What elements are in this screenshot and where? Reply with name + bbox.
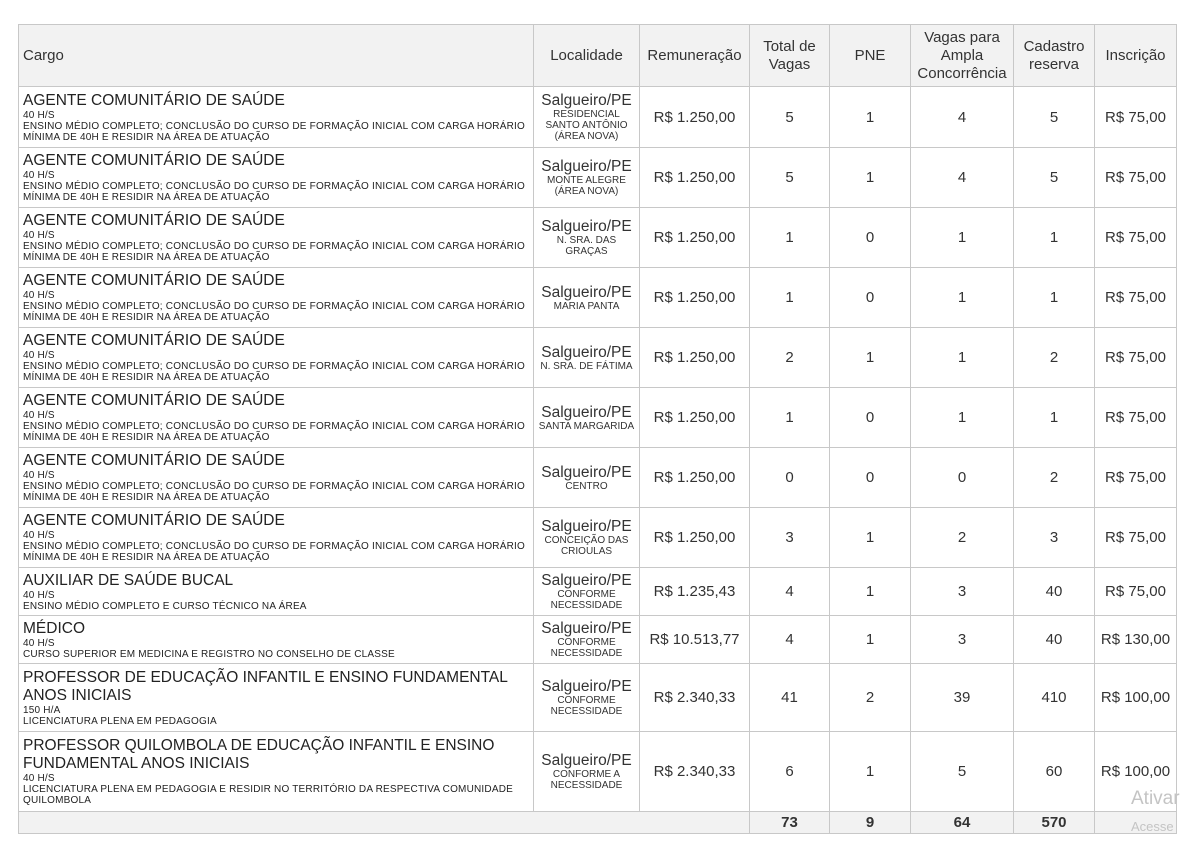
cadastro-cell: 3: [1014, 508, 1095, 568]
localidade-cell: [534, 732, 640, 812]
activation-watermark-title: Ativar: [1131, 788, 1180, 809]
pne-cell: 0: [830, 268, 911, 328]
cargo-requisito: ENSINO MÉDIO COMPLETO; CONCLUSÃO DO CURSO DE FORMAÇÃO INICIAL COM CARGA HORÁRIO MÍNIMA DE 40H E RESIDIR NA ÁREA DE ATUAÇÃO: [23, 481, 525, 503]
ampla-cell: 1: [911, 208, 1014, 268]
totals-row: [19, 812, 1177, 834]
cadastro-cell: 40: [1014, 568, 1095, 616]
inscricao-cell: R$ 75,00: [1095, 388, 1177, 448]
localidade-city: Salgueiro/PE: [541, 572, 632, 589]
inscricao-cell: R$ 75,00: [1095, 328, 1177, 388]
localidade-cell: [534, 508, 640, 568]
table-row: [19, 388, 1177, 448]
cargo-title: AGENTE COMUNITÁRIO DE SAÚDE: [23, 152, 285, 169]
localidade-area: CONFORME A NECESSIDADE: [550, 769, 623, 791]
table-row: [19, 664, 1177, 732]
localidade-city: Salgueiro/PE: [541, 343, 632, 361]
cargo-carga: 150 H/A: [23, 704, 61, 716]
cargo-cell: [19, 208, 534, 268]
header-inscricao: Inscrição: [1095, 25, 1177, 87]
table-row: [19, 148, 1177, 208]
cadastro-sum: 570: [1014, 812, 1095, 834]
table-row: [19, 568, 1177, 616]
cargo-requisito: ENSINO MÉDIO COMPLETO; CONCLUSÃO DO CURSO DE FORMAÇÃO INICIAL COM CARGA HORÁRIO MÍNIMA DE 40H E RESIDIR NA ÁREA DE ATUAÇÃO: [23, 361, 525, 383]
ampla-cell: 4: [911, 87, 1014, 148]
cargo-title: AGENTE COMUNITÁRIO DE SAÚDE: [23, 272, 285, 289]
cargo-requisito: LICENCIATURA PLENA EM PEDAGOGIA E RESIDIR NO TERRITÓRIO DA RESPECTIVA COMUNIDADE QUILOMBOLA: [23, 784, 513, 806]
localidade-city: Salgueiro/PE: [541, 218, 632, 235]
cargo-carga: 40 H/S: [23, 290, 55, 301]
cargo-carga: 40 H/S: [23, 530, 55, 541]
pne-cell: 1: [830, 732, 911, 812]
cargo-title: AUXILIAR DE SAÚDE BUCAL: [23, 571, 234, 589]
localidade-city: Salgueiro/PE: [541, 620, 632, 637]
header-total-vagas: Total de Vagas: [750, 25, 830, 87]
inscricao-cell: R$ 75,00: [1095, 568, 1177, 616]
remuneracao-cell: R$ 1.250,00: [640, 508, 750, 568]
localidade-city: Salgueiro/PE: [541, 518, 632, 535]
pne-cell: 1: [830, 328, 911, 388]
table-row: [19, 208, 1177, 268]
cargo-cell: [19, 508, 534, 568]
totals-spacer: [19, 812, 750, 834]
cargo-cell: [19, 664, 534, 732]
cargo-cell: [19, 616, 534, 664]
table-row: [19, 328, 1177, 388]
remuneracao-cell: R$ 1.250,00: [640, 388, 750, 448]
cargo-carga: 40 H/S: [23, 773, 55, 784]
cargo-title: AGENTE COMUNITÁRIO DE SAÚDE: [23, 512, 285, 529]
cargo-carga: 40 H/S: [23, 589, 55, 601]
cargo-requisito: ENSINO MÉDIO COMPLETO E CURSO TÉCNICO NA ÁREA: [23, 600, 307, 612]
cargo-title: AGENTE COMUNITÁRIO DE SAÚDE: [23, 212, 285, 229]
cargo-title: AGENTE COMUNITÁRIO DE SAÚDE: [23, 332, 285, 349]
pne-cell: 1: [830, 87, 911, 148]
header-localidade: Localidade: [534, 25, 640, 87]
localidade-area: CONFORME NECESSIDADE: [550, 695, 623, 717]
cargo-cell: [19, 268, 534, 328]
total-vagas-cell: 1: [750, 208, 830, 268]
ampla-cell: 39: [911, 664, 1014, 732]
table-row: [19, 616, 1177, 664]
inscricao-cell: R$ 75,00: [1095, 208, 1177, 268]
localidade-area: MONTE ALEGRE (ÁREA NOVA): [547, 175, 626, 197]
cargo-title: PROFESSOR DE EDUCAÇÃO INFANTIL E ENSINO FUNDAMENTAL ANOS INICIAIS: [23, 668, 508, 704]
cargo-title: AGENTE COMUNITÁRIO DE SAÚDE: [23, 452, 285, 469]
header-row: [19, 25, 1177, 87]
cargo-carga: 40 H/S: [23, 109, 55, 121]
cadastro-cell: 2: [1014, 328, 1095, 388]
cargo-carga: 40 H/S: [23, 410, 55, 421]
remuneracao-cell: R$ 1.250,00: [640, 268, 750, 328]
total-vagas-cell: 6: [750, 732, 830, 812]
localidade-city: Salgueiro/PE: [541, 678, 632, 695]
pne-sum: 9: [830, 812, 911, 834]
localidade-cell: [534, 568, 640, 616]
localidade-city: Salgueiro/PE: [541, 752, 632, 769]
localidade-area: CENTRO: [565, 480, 608, 492]
inscricao-cell: R$ 130,00: [1095, 616, 1177, 664]
cargo-carga: 40 H/S: [23, 230, 55, 241]
cargo-requisito: ENSINO MÉDIO COMPLETO; CONCLUSÃO DO CURSO DE FORMAÇÃO INICIAL COM CARGA HORÁRIO MÍNIMA DE 40H E RESIDIR NA ÁREA DE ATUAÇÃO: [23, 241, 525, 263]
header-ampla: Vagas para Ampla Concorrência: [911, 25, 1014, 87]
header-cadastro: Cadastro reserva: [1014, 25, 1095, 87]
inscricao-cell: R$ 75,00: [1095, 508, 1177, 568]
total-vagas-cell: 0: [750, 448, 830, 508]
cargo-cell: [19, 448, 534, 508]
cadastro-cell: 5: [1014, 148, 1095, 208]
total-vagas-sum: 73: [750, 812, 830, 834]
header-cargo: Cargo: [19, 25, 534, 87]
activation-watermark-subtitle: Acesse: [1131, 819, 1174, 834]
cadastro-cell: 1: [1014, 208, 1095, 268]
cargo-cell: [19, 388, 534, 448]
inscricao-cell: R$ 100,00: [1095, 664, 1177, 732]
remuneracao-cell: R$ 2.340,33: [640, 732, 750, 812]
localidade-cell: [534, 616, 640, 664]
localidade-cell: [534, 328, 640, 388]
ampla-cell: 5: [911, 732, 1014, 812]
cargo-cell: [19, 328, 534, 388]
localidade-cell: [534, 148, 640, 208]
header-remuneracao: Remuneração: [640, 25, 750, 87]
cadastro-cell: 410: [1014, 664, 1095, 732]
localidade-cell: [534, 87, 640, 148]
remuneracao-cell: R$ 1.250,00: [640, 448, 750, 508]
localidade-cell: [534, 208, 640, 268]
pne-cell: 1: [830, 568, 911, 616]
inscricao-cell: R$ 75,00: [1095, 268, 1177, 328]
localidade-area: RESIDENCIAL SANTO ANTÔNIO (ÁREA NOVA): [545, 109, 628, 142]
table-row: [19, 732, 1177, 812]
cargo-carga: 40 H/S: [23, 350, 55, 361]
localidade-cell: [534, 268, 640, 328]
localidade-area: CONCEIÇÃO DAS CRIOULAS: [544, 535, 629, 557]
cargo-title: AGENTE COMUNITÁRIO DE SAÚDE: [23, 392, 285, 409]
cargo-carga: 40 H/S: [23, 637, 55, 649]
cargo-requisito: ENSINO MÉDIO COMPLETO; CONCLUSÃO DO CURSO DE FORMAÇÃO INICIAL COM CARGA HORÁRIO MÍNIMA DE 40H E RESIDIR NA ÁREA DE ATUAÇÃO: [23, 421, 525, 443]
total-vagas-cell: 3: [750, 508, 830, 568]
cargo-requisito: ENSINO MÉDIO COMPLETO; CONCLUSÃO DO CURSO DE FORMAÇÃO INICIAL COM CARGA HORÁRIO MÍNIMA DE 40H E RESIDIR NA ÁREA DE ATUAÇÃO: [23, 181, 525, 203]
cadastro-cell: 5: [1014, 87, 1095, 148]
ampla-cell: 0: [911, 448, 1014, 508]
pne-cell: 1: [830, 508, 911, 568]
cadastro-cell: 2: [1014, 448, 1095, 508]
remuneracao-cell: R$ 2.340,33: [640, 664, 750, 732]
localidade-cell: [534, 388, 640, 448]
localidade-cell: [534, 664, 640, 732]
total-vagas-cell: 2: [750, 328, 830, 388]
cargo-cell: [19, 87, 534, 148]
ampla-cell: 1: [911, 268, 1014, 328]
total-vagas-cell: 1: [750, 388, 830, 448]
inscricao-cell: R$ 75,00: [1095, 448, 1177, 508]
remuneracao-cell: R$ 1.235,43: [640, 568, 750, 616]
cadastro-cell: 1: [1014, 268, 1095, 328]
ampla-cell: 1: [911, 388, 1014, 448]
cargo-title: PROFESSOR QUILOMBOLA DE EDUCAÇÃO INFANTIL E ENSINO FUNDAMENTAL ANOS INICIAIS: [23, 737, 495, 772]
inscricao-cell: R$ 100,00: [1095, 732, 1177, 812]
localidade-area: CONFORME NECESSIDADE: [550, 637, 623, 659]
inscricao-cell: R$ 75,00: [1095, 148, 1177, 208]
ampla-cell: 3: [911, 616, 1014, 664]
localidade-area: N. SRA. DE FÁTIMA: [540, 360, 633, 372]
localidade-area: SANTA MARGARIDA: [538, 420, 635, 432]
cargo-title: MÉDICO: [23, 619, 85, 637]
ampla-sum: 64: [911, 812, 1014, 834]
table-row: [19, 268, 1177, 328]
remuneracao-cell: R$ 1.250,00: [640, 208, 750, 268]
table-row: [19, 508, 1177, 568]
table-row: [19, 87, 1177, 148]
pne-cell: 0: [830, 208, 911, 268]
cargo-carga: 40 H/S: [23, 170, 55, 181]
vacancies-table: [18, 24, 1177, 834]
cargo-cell: [19, 148, 534, 208]
localidade-city: Salgueiro/PE: [541, 283, 632, 301]
total-vagas-cell: 4: [750, 568, 830, 616]
pne-cell: 1: [830, 148, 911, 208]
ampla-cell: 4: [911, 148, 1014, 208]
remuneracao-cell: R$ 1.250,00: [640, 87, 750, 148]
table-row: [19, 448, 1177, 508]
total-vagas-cell: 5: [750, 148, 830, 208]
localidade-city: Salgueiro/PE: [541, 403, 632, 421]
cadastro-cell: 1: [1014, 388, 1095, 448]
cargo-requisito: LICENCIATURA PLENA EM PEDAGOGIA: [23, 715, 217, 727]
cargo-cell: [19, 568, 534, 616]
cadastro-cell: 40: [1014, 616, 1095, 664]
ampla-cell: 2: [911, 508, 1014, 568]
total-vagas-cell: 1: [750, 268, 830, 328]
cargo-cell: [19, 732, 534, 812]
pne-cell: 0: [830, 448, 911, 508]
localidade-cell: [534, 448, 640, 508]
cargo-requisito: CURSO SUPERIOR EM MEDICINA E REGISTRO NO CONSELHO DE CLASSE: [23, 648, 395, 660]
total-vagas-cell: 41: [750, 664, 830, 732]
cargo-carga: 40 H/S: [23, 470, 55, 481]
cargo-requisito: ENSINO MÉDIO COMPLETO; CONCLUSÃO DO CURSO DE FORMAÇÃO INICIAL COM CARGA HORÁRIO MÍNIMA DE 40H E RESIDIR NA ÁREA DE ATUAÇÃO: [23, 120, 525, 143]
remuneracao-cell: R$ 1.250,00: [640, 148, 750, 208]
pne-cell: 2: [830, 664, 911, 732]
cargo-requisito: ENSINO MÉDIO COMPLETO; CONCLUSÃO DO CURSO DE FORMAÇÃO INICIAL COM CARGA HORÁRIO MÍNIMA DE 40H E RESIDIR NA ÁREA DE ATUAÇÃO: [23, 541, 525, 563]
localidade-area: N. SRA. DAS GRAÇAS: [556, 235, 617, 257]
ampla-cell: 3: [911, 568, 1014, 616]
localidade-area: MARIA PANTA: [553, 300, 620, 312]
total-vagas-cell: 4: [750, 616, 830, 664]
localidade-area: CONFORME NECESSIDADE: [550, 589, 623, 611]
ampla-cell: 1: [911, 328, 1014, 388]
cargo-title: AGENTE COMUNITÁRIO DE SAÚDE: [23, 91, 285, 109]
cargo-requisito: ENSINO MÉDIO COMPLETO; CONCLUSÃO DO CURSO DE FORMAÇÃO INICIAL COM CARGA HORÁRIO MÍNIMA DE 40H E RESIDIR NA ÁREA DE ATUAÇÃO: [23, 301, 525, 323]
pne-cell: 1: [830, 616, 911, 664]
localidade-city: Salgueiro/PE: [541, 92, 632, 109]
remuneracao-cell: R$ 1.250,00: [640, 328, 750, 388]
cadastro-cell: 60: [1014, 732, 1095, 812]
localidade-city: Salgueiro/PE: [541, 158, 632, 175]
total-vagas-cell: 5: [750, 87, 830, 148]
inscricao-cell: R$ 75,00: [1095, 87, 1177, 148]
localidade-city: Salgueiro/PE: [541, 463, 632, 481]
header-pne: PNE: [830, 25, 911, 87]
remuneracao-cell: R$ 10.513,77: [640, 616, 750, 664]
pne-cell: 0: [830, 388, 911, 448]
